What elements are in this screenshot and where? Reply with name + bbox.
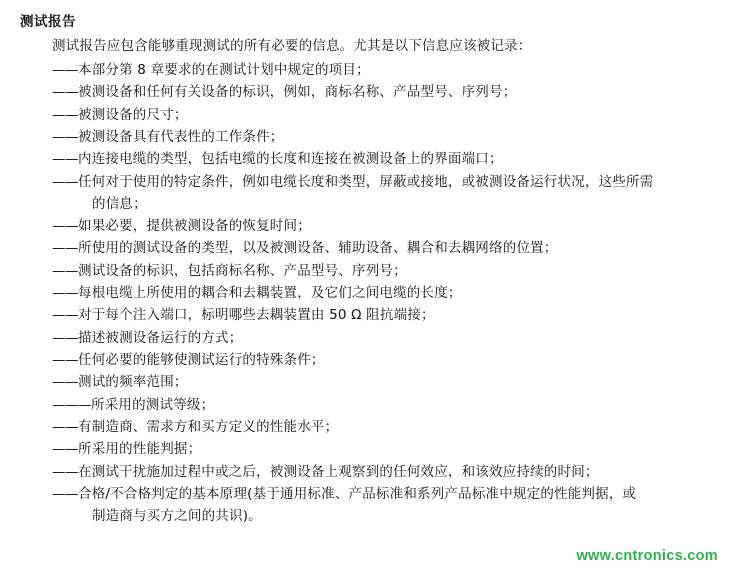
list-item bbox=[18, 372, 718, 394]
dash-marker: ——— bbox=[52, 396, 91, 413]
dash-marker: —— bbox=[52, 463, 78, 480]
list-item-text: 每根电缆上所使用的耦合和去耦装置，及它们之间电缆的长度； bbox=[78, 284, 462, 301]
list-item bbox=[18, 238, 718, 260]
list-item-continuation: 的信息； bbox=[92, 195, 147, 212]
list-item-text: 任何必要的能够使测试运行的特殊条件； bbox=[78, 352, 325, 369]
dash-marker: —— bbox=[52, 151, 78, 168]
list-item bbox=[18, 127, 718, 149]
dash-marker: —— bbox=[52, 217, 78, 234]
list-item bbox=[18, 60, 718, 82]
list-item-text: 所采用的测试等级； bbox=[91, 396, 215, 413]
list-item-text: 描述被测设备运行的方式； bbox=[78, 329, 243, 346]
list-item-text: 测试的频率范围； bbox=[78, 374, 188, 391]
list-item-text: 在测试干扰施加过程中或之后，被测设备上观察到的任何效应，和该效应持续的时间； bbox=[78, 463, 599, 480]
list-item-text: 对于每个注入端口，标明哪些去耦装置由 50 Ω 阻抗端接； bbox=[78, 307, 435, 324]
list-item bbox=[18, 395, 718, 417]
list-item bbox=[18, 105, 718, 127]
page-title: 测试报告 bbox=[20, 14, 76, 30]
requirement-list bbox=[18, 60, 718, 528]
dash-marker: —— bbox=[52, 329, 78, 346]
dash-marker: —— bbox=[52, 262, 78, 279]
watermark-text: www.cntronics.com bbox=[576, 548, 718, 564]
dash-marker: —— bbox=[52, 486, 78, 503]
list-item bbox=[18, 417, 718, 439]
list-item bbox=[18, 149, 718, 171]
list-item-text: 如果必要，提供被测设备的恢复时间； bbox=[78, 217, 311, 234]
list-item-text bbox=[78, 172, 718, 216]
dash-marker: —— bbox=[52, 84, 78, 101]
intro-paragraph: 测试报告应包含能够重现测试的所有必要的信息。尤其是以下信息应该被记录： bbox=[52, 38, 532, 54]
list-item bbox=[18, 439, 718, 461]
list-item-text: 被测设备的尺寸； bbox=[78, 106, 188, 123]
list-item-text: 被测设备具有代表性的工作条件； bbox=[78, 128, 284, 145]
list-item bbox=[18, 462, 718, 484]
dash-marker: —— bbox=[52, 374, 78, 391]
dash-marker: —— bbox=[52, 441, 78, 458]
dash-marker: —— bbox=[52, 240, 78, 257]
list-item bbox=[18, 82, 718, 104]
dash-marker: —— bbox=[52, 173, 78, 190]
dash-marker: —— bbox=[52, 284, 78, 301]
list-item bbox=[18, 172, 718, 216]
list-item bbox=[18, 261, 718, 283]
list-item-line: 合格/不合格判定的基本原理(基于通用标准、产品标准和系列产品标准中规定的性能判据，或 bbox=[78, 486, 637, 503]
list-item-text: 所采用的性能判据； bbox=[78, 441, 202, 458]
list-item bbox=[18, 216, 718, 238]
list-item-text: 被测设备和任何有关设备的标识，例如，商标名称、产品型号、序列号； bbox=[78, 84, 517, 101]
list-item-continuation: 制造商与买方之间的共识)。 bbox=[92, 508, 262, 525]
dash-marker: —— bbox=[52, 128, 78, 145]
list-item bbox=[18, 328, 718, 350]
list-item-text bbox=[78, 484, 718, 528]
list-item-text: 本部分第 8 章要求的在测试计划中规定的项目； bbox=[78, 61, 370, 78]
dash-marker: —— bbox=[52, 419, 78, 436]
list-item-line: 任何对于使用的特定条件，例如电缆长度和类型，屏蔽或接地，或被测设备运行状况，这些所需 bbox=[78, 173, 654, 190]
list-item-text: 内连接电缆的类型，包括电缆的长度和连接在被测设备上的界面端口； bbox=[78, 151, 503, 168]
list-item-text: 测试设备的标识，包括商标名称、产品型号、序列号； bbox=[78, 262, 407, 279]
dash-marker: —— bbox=[52, 61, 78, 78]
dash-marker: —— bbox=[52, 106, 78, 123]
dash-marker: —— bbox=[52, 352, 78, 369]
list-item bbox=[18, 283, 718, 305]
list-item bbox=[18, 350, 718, 372]
list-item-text: 所使用的测试设备的类型，以及被测设备、辅助设备、耦合和去耦网络的位置； bbox=[78, 240, 558, 257]
list-item-text: 有制造商、需求方和买方定义的性能水平； bbox=[78, 419, 339, 436]
dash-marker: —— bbox=[52, 307, 78, 324]
list-item bbox=[18, 484, 718, 528]
list-item bbox=[18, 305, 718, 327]
